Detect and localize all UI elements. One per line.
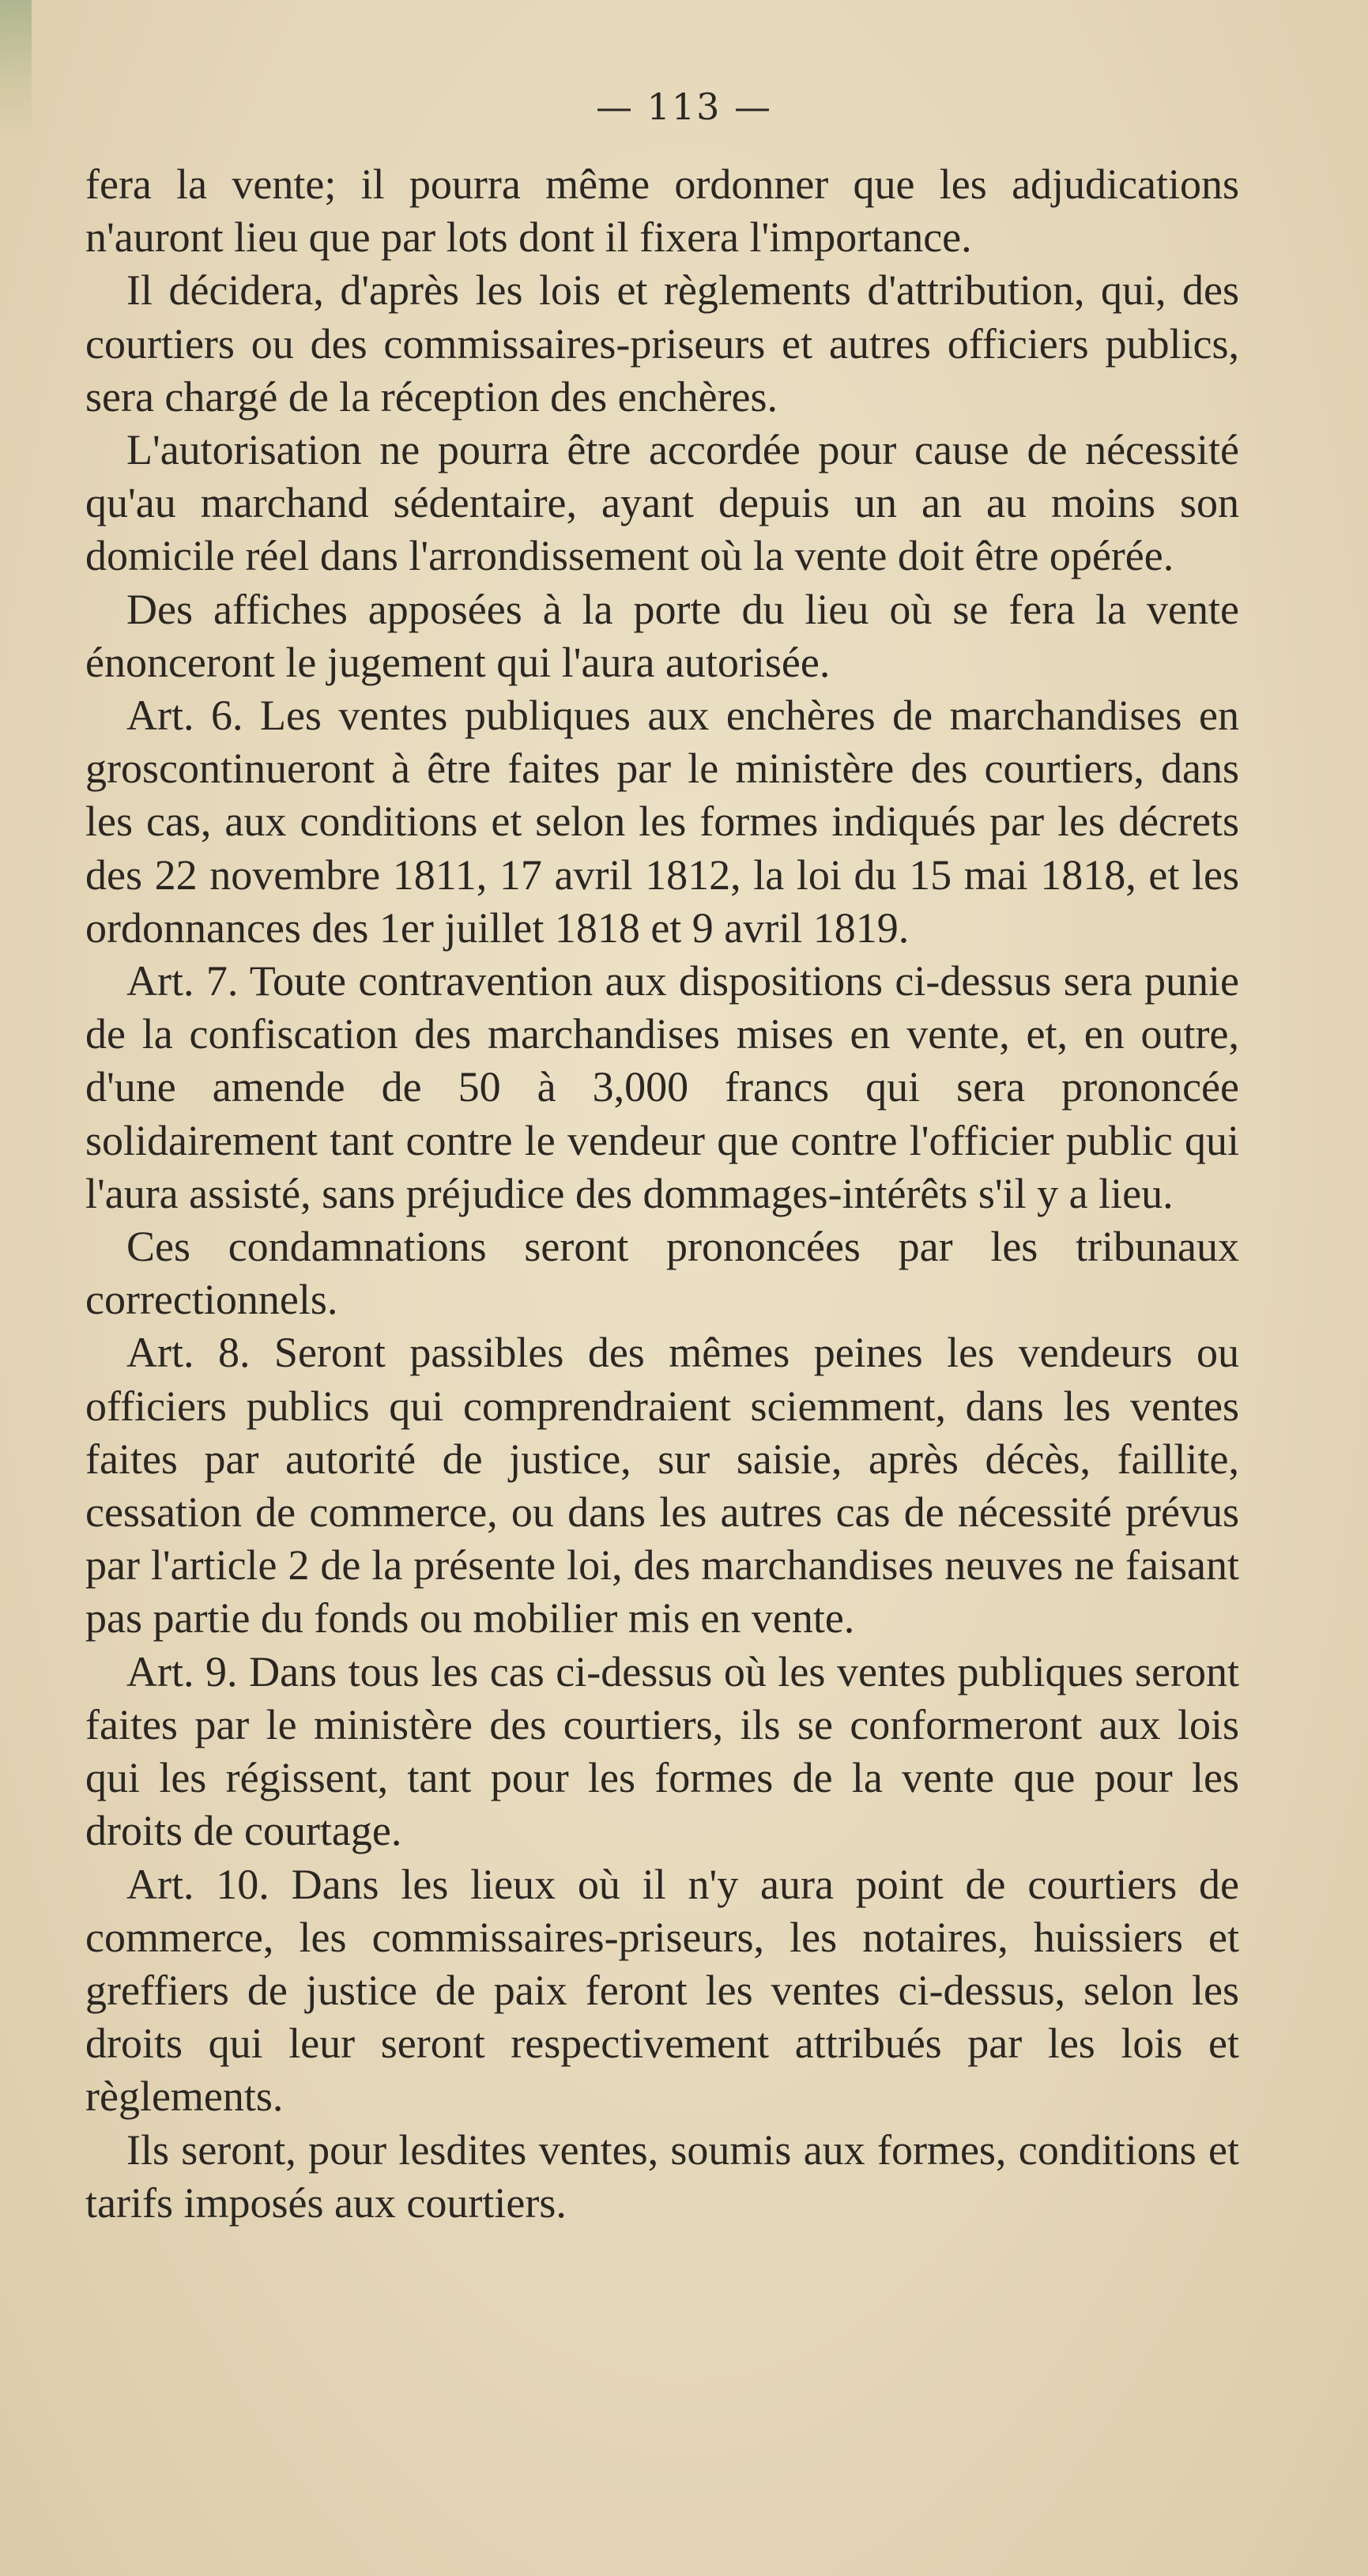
article-9: Art. 9. Dans tous les cas ci-dessus où les ventes publiques seront faites par le ministère des courtiers, ils se conformeront aux lois qui les régissent, tant pour les formes de la vente que pour les droits de courtage.: [85, 1647, 1239, 1855]
paragraph: L'autorisation ne pourra être accordée pour cause de nécessité qu'au marchand sédentaire, ayant depuis un an au moins son domicile réel dans l'arrondissement où la vente doit être opérée.: [85, 426, 1239, 580]
paragraph-continuation: fera la vente; il pourra même ordonner que les adjudications n'auront lieu que par lots dont il fixera l'importance.: [85, 160, 1239, 262]
article-8: Art. 8. Seront passibles des mêmes peines les vendeurs ou officiers publics qui comprendraient sciemment, dans les ventes faites par autorité de justice, sur saisie, après décès, faillite, cessation de commerce, ou dans les autres cas de nécessité prévus par l'article 2 de la présente loi, des marchandises neuves ne faisant pas partie du fonds ou mobilier mis en vente.: [85, 1329, 1239, 1643]
body-text: [85, 158, 1239, 2230]
article-6: Art. 6. Les ventes publiques aux enchères de marchandises en groscontinueront à être faites par le ministère des courtiers, dans les cas, aux conditions et selon les formes indiqués par les décrets des 22 novembre 1811, 17 avril 1812, la loi du 15 mai 1818, et les ordonnances des 1er juillet 1818 et 9 avril 1819.: [85, 692, 1239, 952]
paragraph: Il décidera, d'après les lois et règlements d'attribution, qui, des courtiers ou des commissaires-priseurs et autres officiers publics, sera chargé de la réception des enchères.: [85, 266, 1239, 421]
article-10: Art. 10. Dans les lieux où il n'y aura point de courtiers de commerce, les commissaires-priseurs, les notaires, huissiers et greffiers de justice de paix feront les ventes ci-dessus, selon les droits qui leur seront respectivement attribués par les lois et règlements.: [85, 1860, 1239, 2121]
page-number: — 113 —: [595, 85, 773, 128]
paragraph: Ils seront, pour lesdites ventes, soumis aux formes, conditions et tarifs imposés aux courtiers.: [85, 2125, 1239, 2227]
article-7: Art. 7. Toute contravention aux dispositions ci-dessus sera punie de la confiscation des marchandises mises en vente, et, en outre, d'une amende de 50 à 3,000 francs qui sera prononcée solidairement tant contre le vendeur que contre l'officier public qui l'aura assisté, sans préjudice des dommages-intérêts s'il y a lieu.: [85, 957, 1239, 1217]
paragraph: Des affiches apposées à la porte du lieu où se fera la vente énonceront le jugement qui l'aura autorisée.: [85, 585, 1239, 686]
paragraph: Ces condamnations seront prononcées par les tribunaux correctionnels.: [85, 1223, 1239, 1324]
